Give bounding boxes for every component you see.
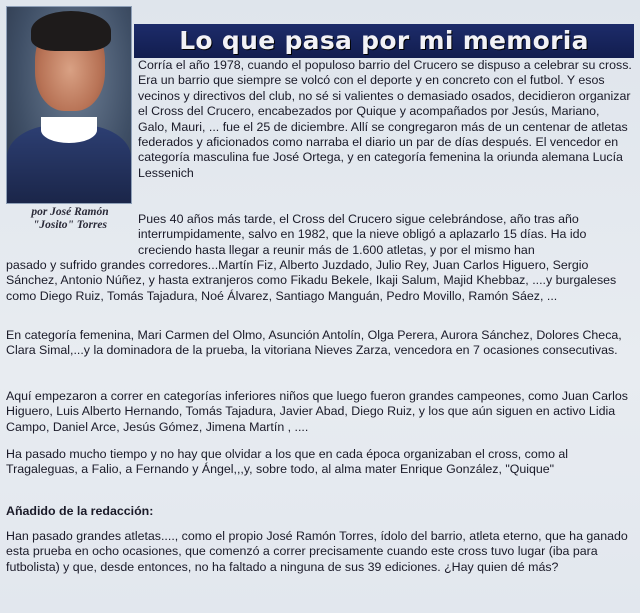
paragraph-women: En categoría femenina, Mari Carmen del Olmo, Asunción Antolín, Olga Perera, Aurora Sánchez, Dolores Checa, Clara Simal,...y la dominadora de la prueba, la vitoriana Nieves Zarza, vencedora en 7 ocasiones consecutivas.: [6, 328, 622, 358]
photo-collar: [41, 117, 97, 143]
author-photo: [6, 6, 132, 204]
paragraph-intro: Corría el año 1978, cuando el populoso barrio del Crucero se dispuso a celebrar su cross. Era un barrio que siempre se volcó con el deporte y en concreto con el futbol. Y esos vecinos y directivos del club, no sé si valientes o demasiado osados, decidieron organizar el Cross del Crucero, encabezados por Quique y acompañados por Jesús, Mariano, Galo, Mauri, ... fue el 25 de diciembre. Allí se congregaron más de un centenar de atletas federados y aficionados como narraba el diario un par de días después. El vencedor en categoría masculina fue José Ortega, y en categoría femenina la oriunda alemana Lucía Lessenich: [138, 58, 632, 180]
paragraph-youth: Aquí empezaron a correr en categorías inferiores niños que luego fueron grandes campeones, como Juan Carlos Higuero, Luis Alberto Hernando, Tomás Tajadura, Javier Abad, Diego Ruiz, y los que aún siguen en activo Lidia Campo, Daniel Arce, Jesús Gómez, Jimena Martín , ....: [6, 389, 628, 434]
photo-hair: [31, 11, 111, 51]
editorial-heading: Añadido de la redacción:: [6, 504, 154, 518]
shirt-logo: [27, 175, 51, 195]
paragraph-runners: pasado y sufrido grandes corredores...Martín Fiz, Alberto Juzdado, Julio Rey, Juan Carlos Higuero, Sergio Sánchez, Antonio Núñez, y hasta extranjeros como Fikadu Bekele, Ikaji Salum, Majid Khebbaz, ....y burgaleses como Diego Ruiz, Tomás Tajadura, Noé Álvarez, Santiago Manguán, Pedro Movillo, Ramón Sáez, ...: [6, 258, 617, 303]
paragraph-editorial: Han pasado grandes atletas...., como el propio José Ramón Torres, ídolo del barrio, atleta eterno, que ha ganado esta prueba en ocho ocasiones, que comenzó a correr precisamente cuando este cross tuvo lugar (iba para futbolista) y que, desde entonces, no ha faltado a ninguna de sus 39 ediciones. ¿Hay quien dé más?: [6, 529, 628, 574]
paragraph-organizers: Ha pasado mucho tiempo y no hay que olvidar a los que en cada época organizaban el cross, como al Tragaleguas, a Falio, a Fernando y Ángel,,,y, sobre todo, al alma mater Enrique González, "Quique": [6, 447, 569, 477]
article-title: Lo que pasa por mi memoria: [179, 26, 589, 55]
author-byline: por José Ramón "Josito" Torres: [31, 206, 109, 231]
paragraph-forty-years: Pues 40 años más tarde, el Cross del Crucero sigue celebrándose, año tras año interrumpidamente, salvo en 1982, que la nieve obligó a aplazarlo 15 días. Ha ido creciendo hasta llegar a reunir más de 1.600 atletas, y por el mismo han: [138, 212, 587, 257]
